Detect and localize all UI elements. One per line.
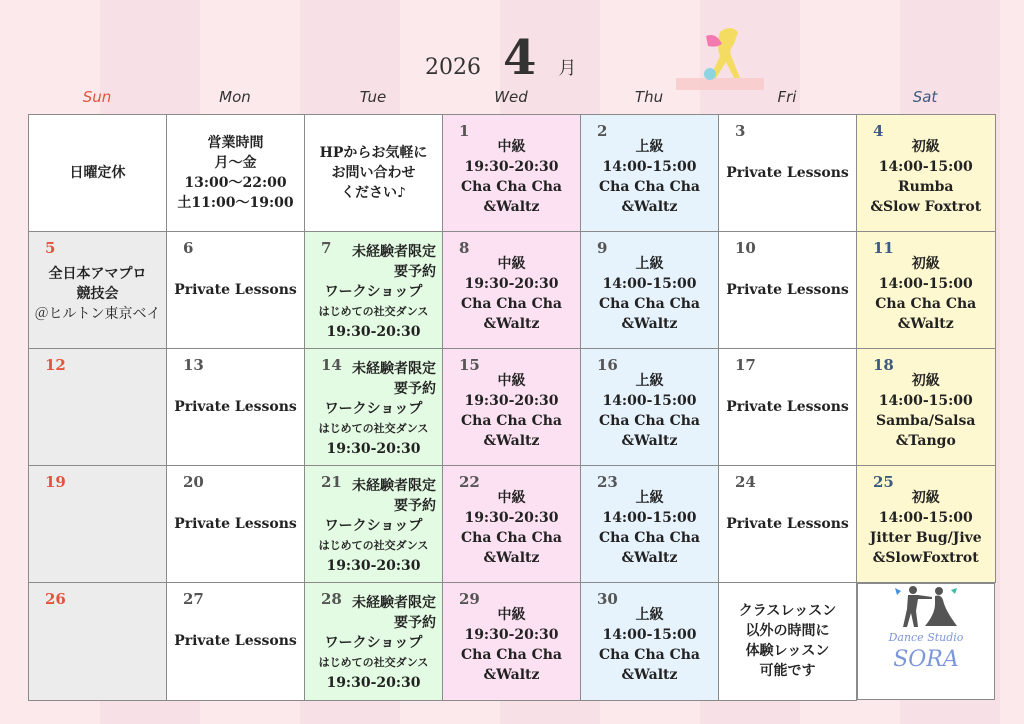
logo-line2: SORA — [893, 647, 959, 672]
weekday-thu: Thu — [634, 88, 664, 106]
cell-line: 競技会 — [76, 286, 119, 302]
cell-content — [443, 597, 580, 685]
day-cell-21 — [305, 466, 443, 583]
day-number: 19 — [45, 473, 66, 491]
cell-content — [857, 480, 995, 568]
info-cell — [305, 115, 443, 232]
cell-line: &SlowFoxtrot — [872, 550, 979, 566]
cell-line: 初級 — [911, 139, 940, 155]
cell-line: 14:00-15:00 — [602, 159, 697, 175]
day-cell-13 — [167, 349, 305, 466]
cell-line: Private Lessons — [726, 399, 849, 415]
day-number: 15 — [459, 356, 480, 374]
cell-line: 以外の時間に — [745, 623, 830, 640]
day-cell-25 — [857, 466, 996, 583]
weekday-wed: Wed — [494, 88, 528, 106]
cell-content — [719, 397, 856, 417]
cell-line: 19:30-20:30 — [464, 276, 559, 292]
cell-line: 19:30-20:30 — [464, 510, 559, 526]
weekday-fri: Fri — [777, 88, 797, 106]
day-cell-27 — [167, 583, 305, 701]
cell-line: 中級 — [497, 373, 526, 389]
day-number: 30 — [597, 590, 618, 608]
info-cell — [719, 583, 857, 701]
day-cell-20 — [167, 466, 305, 583]
cell-line: 14:00-15:00 — [878, 510, 973, 526]
calendar-week — [29, 583, 996, 701]
cell-content — [857, 129, 995, 217]
day-cell-6 — [167, 232, 305, 349]
day-number: 27 — [183, 590, 204, 608]
cell-content — [857, 246, 995, 334]
cell-line: Private Lessons — [174, 633, 297, 650]
cell-line: 未経験者限定 — [352, 361, 436, 377]
cell-line: 中級 — [497, 607, 526, 624]
cell-line: 未経験者限定 — [352, 595, 436, 612]
cell-line: 中級 — [497, 256, 526, 272]
cell-line: クラスレッスン — [738, 603, 837, 620]
day-number: 5 — [45, 239, 56, 257]
cell-line: はじめての社交ダンス — [318, 305, 429, 318]
weekday-sun: Sun — [82, 88, 112, 106]
cell-content — [581, 246, 718, 334]
logo-line1: Dance Studio — [888, 631, 964, 644]
cell-content — [167, 631, 304, 651]
cell-line: Cha Cha Cha — [599, 296, 700, 312]
cell-line: Cha Cha Cha — [875, 296, 977, 312]
cell-line: 中級 — [497, 139, 526, 155]
day-cell-28 — [305, 583, 443, 701]
day-number: 24 — [735, 473, 756, 491]
cell-line: &Waltz — [621, 667, 678, 684]
cell-line: &Waltz — [483, 550, 540, 566]
cell-line: ワークショップ — [324, 284, 423, 300]
day-number: 12 — [45, 356, 66, 374]
cell-content — [719, 280, 856, 300]
cell-line: 初級 — [911, 256, 940, 272]
day-number: 26 — [45, 590, 66, 608]
day-number: 1 — [459, 122, 470, 140]
cell-line: ＠ヒルトン東京ベイ — [34, 306, 161, 322]
cell-line: 19:30-20:30 — [326, 675, 421, 692]
cell-content — [29, 163, 166, 183]
cell-line: 14:00-15:00 — [878, 159, 973, 175]
cell-content — [719, 163, 856, 183]
cell-line: 上級 — [635, 607, 664, 624]
cell-line: 中級 — [497, 490, 526, 506]
day-cell-3 — [719, 115, 857, 232]
cell-content — [719, 514, 856, 534]
day-cell-7 — [305, 232, 443, 349]
day-number: 22 — [459, 473, 480, 491]
day-cell-16 — [581, 349, 719, 466]
cell-line: 日曜定休 — [69, 165, 126, 181]
cell-line: 初級 — [911, 373, 940, 389]
cell-line: 14:00-15:00 — [878, 393, 973, 409]
day-number: 2 — [597, 122, 608, 140]
cell-line: Private Lessons — [174, 282, 297, 298]
cell-content — [857, 363, 995, 451]
cell-line: 要予約 — [394, 498, 436, 514]
day-cell-22 — [443, 466, 581, 583]
cell-line: 19:30-20:30 — [464, 159, 559, 175]
cell-line: 要予約 — [394, 264, 436, 280]
month-kanji: 月 — [558, 58, 577, 79]
day-cell-30 — [581, 583, 719, 701]
cell-line: &Waltz — [483, 433, 540, 449]
cell-line: お問い合わせ — [331, 165, 416, 181]
cell-content — [581, 129, 718, 217]
weekday-sat: Sat — [912, 88, 938, 106]
cell-line: 要予約 — [394, 381, 436, 397]
cell-line: はじめての社交ダンス — [318, 539, 429, 552]
day-number: 20 — [183, 473, 204, 491]
cell-line: &Tango — [895, 433, 956, 449]
cell-line: 14:00-15:00 — [602, 393, 697, 409]
day-cell-1 — [443, 115, 581, 232]
cell-line: ワークショップ — [324, 635, 423, 652]
day-number: 3 — [735, 122, 746, 140]
cell-line: 13:00～22:00 — [184, 175, 287, 191]
calendar-week — [29, 115, 996, 232]
month: 4 — [503, 30, 537, 86]
day-cell-2 — [581, 115, 719, 232]
cell-line: ワークショップ — [324, 518, 423, 534]
cell-line: &Waltz — [897, 316, 954, 332]
day-number: 9 — [597, 239, 608, 257]
weekday-mon: Mon — [219, 88, 251, 106]
day-number: 11 — [873, 239, 894, 257]
day-cell-26 — [29, 583, 167, 701]
cell-content — [167, 133, 304, 213]
cell-line: &Waltz — [483, 667, 540, 684]
day-number: 16 — [597, 356, 618, 374]
day-cell-15 — [443, 349, 581, 466]
cell-line: 初級 — [911, 490, 940, 506]
cell-line: 19:30-20:30 — [326, 324, 421, 340]
day-number: 13 — [183, 356, 204, 374]
day-number: 4 — [873, 122, 884, 140]
cell-content — [581, 363, 718, 451]
day-cell-8 — [443, 232, 581, 349]
day-number: 14 — [321, 356, 342, 374]
cell-line: 14:00-15:00 — [602, 276, 697, 292]
cell-line: Private Lessons — [174, 399, 297, 415]
cell-line: 19:30-20:30 — [464, 627, 559, 644]
day-number: 28 — [321, 590, 342, 608]
cell-line: 19:30-20:30 — [326, 558, 421, 574]
day-number: 8 — [459, 239, 470, 257]
cell-line: Private Lessons — [174, 516, 297, 532]
cell-line: &Waltz — [483, 316, 540, 332]
cell-line: &Waltz — [483, 199, 540, 215]
cell-line: &Waltz — [621, 316, 678, 332]
day-cell-23 — [581, 466, 719, 583]
cell-line: 上級 — [635, 490, 664, 506]
cell-line: Cha Cha Cha — [599, 647, 700, 664]
calendar-title — [425, 30, 576, 86]
info-cell — [29, 115, 167, 232]
calendar-week — [29, 466, 996, 583]
day-number: 29 — [459, 590, 480, 608]
day-cell-10 — [719, 232, 857, 349]
cell-line: 19:30-20:30 — [464, 393, 559, 409]
cell-line: 要予約 — [394, 615, 436, 632]
cell-line: HPからお気軽に — [319, 145, 428, 161]
day-number: 10 — [735, 239, 756, 257]
day-cell-29 — [443, 583, 581, 701]
cell-line: 月～金 — [214, 155, 257, 171]
weekday-tue: Tue — [359, 88, 387, 106]
cell-line: 14:00-15:00 — [602, 627, 697, 644]
calendar-week — [29, 232, 996, 349]
cell-content — [167, 397, 304, 417]
day-cell-18 — [857, 349, 996, 466]
cell-content — [581, 597, 718, 685]
day-cell-12 — [29, 349, 167, 466]
cell-line: Cha Cha Cha — [461, 296, 562, 312]
day-cell-5 — [29, 232, 167, 349]
day-number: 23 — [597, 473, 618, 491]
cell-line: ください♪ — [341, 185, 406, 201]
day-cell-24 — [719, 466, 857, 583]
cell-line: はじめての社交ダンス — [318, 656, 429, 670]
cell-line: 19:30-20:30 — [326, 441, 421, 457]
cell-line: Rumba — [898, 179, 954, 195]
day-cell-17 — [719, 349, 857, 466]
day-number: 25 — [873, 473, 894, 491]
cell-content — [443, 129, 580, 217]
day-cell-9 — [581, 232, 719, 349]
cell-line: &Waltz — [621, 433, 678, 449]
cell-line: 可能です — [759, 663, 816, 680]
cell-line: Private Lessons — [726, 165, 849, 181]
cell-line: 14:00-15:00 — [602, 510, 697, 526]
cell-line: Cha Cha Cha — [599, 413, 700, 429]
cell-line: 14:00-15:00 — [878, 276, 973, 292]
cell-content — [581, 480, 718, 568]
cell-line: Cha Cha Cha — [599, 179, 700, 195]
cell-content — [167, 514, 304, 534]
cell-line: Private Lessons — [726, 282, 849, 298]
cell-line: &Slow Foxtrot — [870, 199, 982, 215]
cell-line: 体験レッスン — [745, 643, 830, 660]
day-number: 7 — [321, 239, 332, 257]
day-number: 17 — [735, 356, 756, 374]
cell-line: Cha Cha Cha — [599, 530, 700, 546]
cell-content — [719, 601, 856, 681]
cell-line: 土11:00～19:00 — [177, 195, 294, 211]
calendar-grid — [28, 114, 996, 701]
cell-content — [443, 480, 580, 568]
cell-content — [305, 143, 442, 203]
cell-content — [29, 256, 166, 324]
day-number: 21 — [321, 473, 342, 491]
cell-line: Jitter Bug/Jive — [869, 530, 982, 546]
cell-line: ワークショップ — [324, 401, 423, 417]
calendar-week — [29, 349, 996, 466]
cell-line: 営業時間 — [207, 135, 264, 151]
cell-line: はじめての社交ダンス — [318, 422, 429, 435]
year: 2026 — [425, 55, 481, 80]
cell-line: Cha Cha Cha — [461, 413, 562, 429]
info-cell — [857, 583, 995, 700]
day-cell-11 — [857, 232, 996, 349]
dancer-mascot-icon — [672, 22, 768, 92]
day-number: 18 — [873, 356, 894, 374]
cell-line: 上級 — [635, 139, 664, 155]
day-number: 6 — [183, 239, 194, 257]
cell-line: &Waltz — [621, 199, 678, 215]
cell-line: Private Lessons — [726, 516, 849, 532]
cell-content — [167, 280, 304, 300]
day-cell-19 — [29, 466, 167, 583]
cell-line: &Waltz — [621, 550, 678, 566]
cell-line: 上級 — [635, 373, 664, 389]
dancing-couple-icon — [891, 584, 961, 628]
cell-line: 未経験者限定 — [352, 244, 436, 260]
day-cell-4 — [857, 115, 996, 232]
cell-content — [443, 246, 580, 334]
cell-line: 未経験者限定 — [352, 478, 436, 494]
cell-content — [443, 363, 580, 451]
cell-line: Samba/Salsa — [876, 413, 976, 429]
cell-line: 上級 — [635, 256, 664, 272]
cell-line: Cha Cha Cha — [461, 530, 562, 546]
day-cell-14 — [305, 349, 443, 466]
cell-line: 全日本アマプロ — [48, 266, 147, 282]
studio-logo — [889, 584, 964, 672]
info-cell — [167, 115, 305, 232]
cell-line: Cha Cha Cha — [461, 179, 562, 195]
cell-line: Cha Cha Cha — [461, 647, 562, 664]
